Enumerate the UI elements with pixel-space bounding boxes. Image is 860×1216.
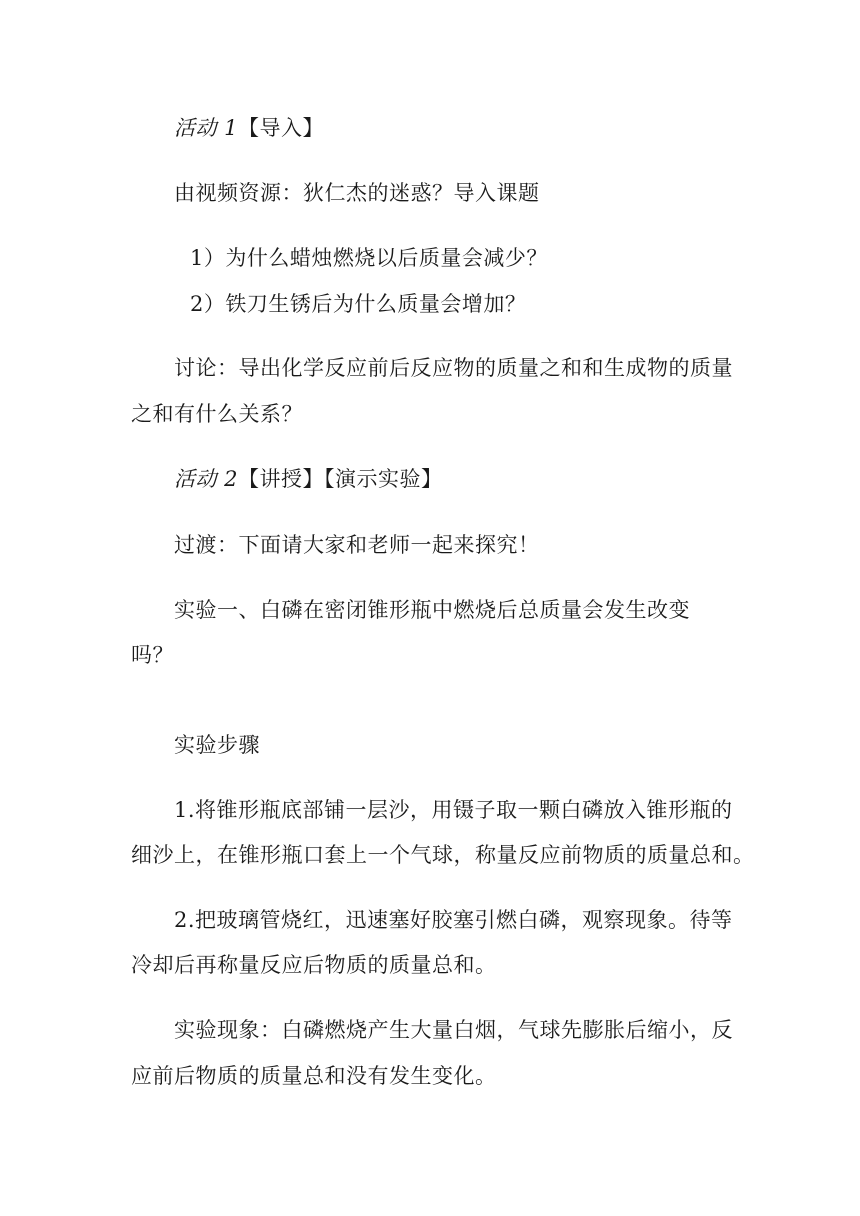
discussion-line-2: 之和有什么关系？: [131, 402, 303, 426]
step-1-line-1: 1.将锥形瓶底部铺一层沙，用镊子取一颗白磷放入锥形瓶的: [174, 798, 733, 822]
experiment-1-line-1: 实验一、白磷在密闭锥形瓶中燃烧后总质量会发生改变: [174, 598, 690, 622]
experiment-1-line-2: 吗？: [131, 643, 174, 667]
discussion-line-1: 讨论：导出化学反应前后反应物的质量之和和生成物的质量: [174, 356, 733, 380]
activity-1-heading: [174, 113, 860, 143]
steps-heading: 实验步骤: [174, 733, 260, 757]
intro-paragraph: 由视频资源：狄仁杰的迷惑？导入课题: [174, 181, 540, 205]
step-2-line-1: 2.把玻璃管烧红，迅速塞好胶塞引燃白磷，观察现象。待等: [174, 908, 733, 932]
activity-2-label: 活动 2: [174, 467, 239, 491]
phenomenon-line-1: 实验现象：白磷燃烧产生大量白烟，气球先膨胀后缩小，反: [174, 1018, 733, 1042]
transition-paragraph: 过渡：下面请大家和老师一起来探究！: [174, 533, 540, 557]
activity-1-tag: 【导入】: [238, 116, 325, 140]
activity-2-heading: [174, 464, 860, 494]
activity-2-tag: 【讲授】【演示实验】: [238, 467, 443, 491]
step-2-line-2: 冷却后再称量反应后物质的质量总和。: [131, 953, 497, 977]
step-1-line-2: 细沙上，在锥形瓶口套上一个气球，称量反应前物质的质量总和。: [131, 843, 755, 867]
question-2: 2）铁刀生锈后为什么质量会增加？: [190, 292, 527, 316]
question-1: 1）为什么蜡烛燃烧以后质量会减少？: [190, 246, 548, 270]
activity-1-label: 活动 1: [174, 116, 239, 140]
phenomenon-line-2: 应前后物质的质量总和没有发生变化。: [131, 1064, 497, 1088]
